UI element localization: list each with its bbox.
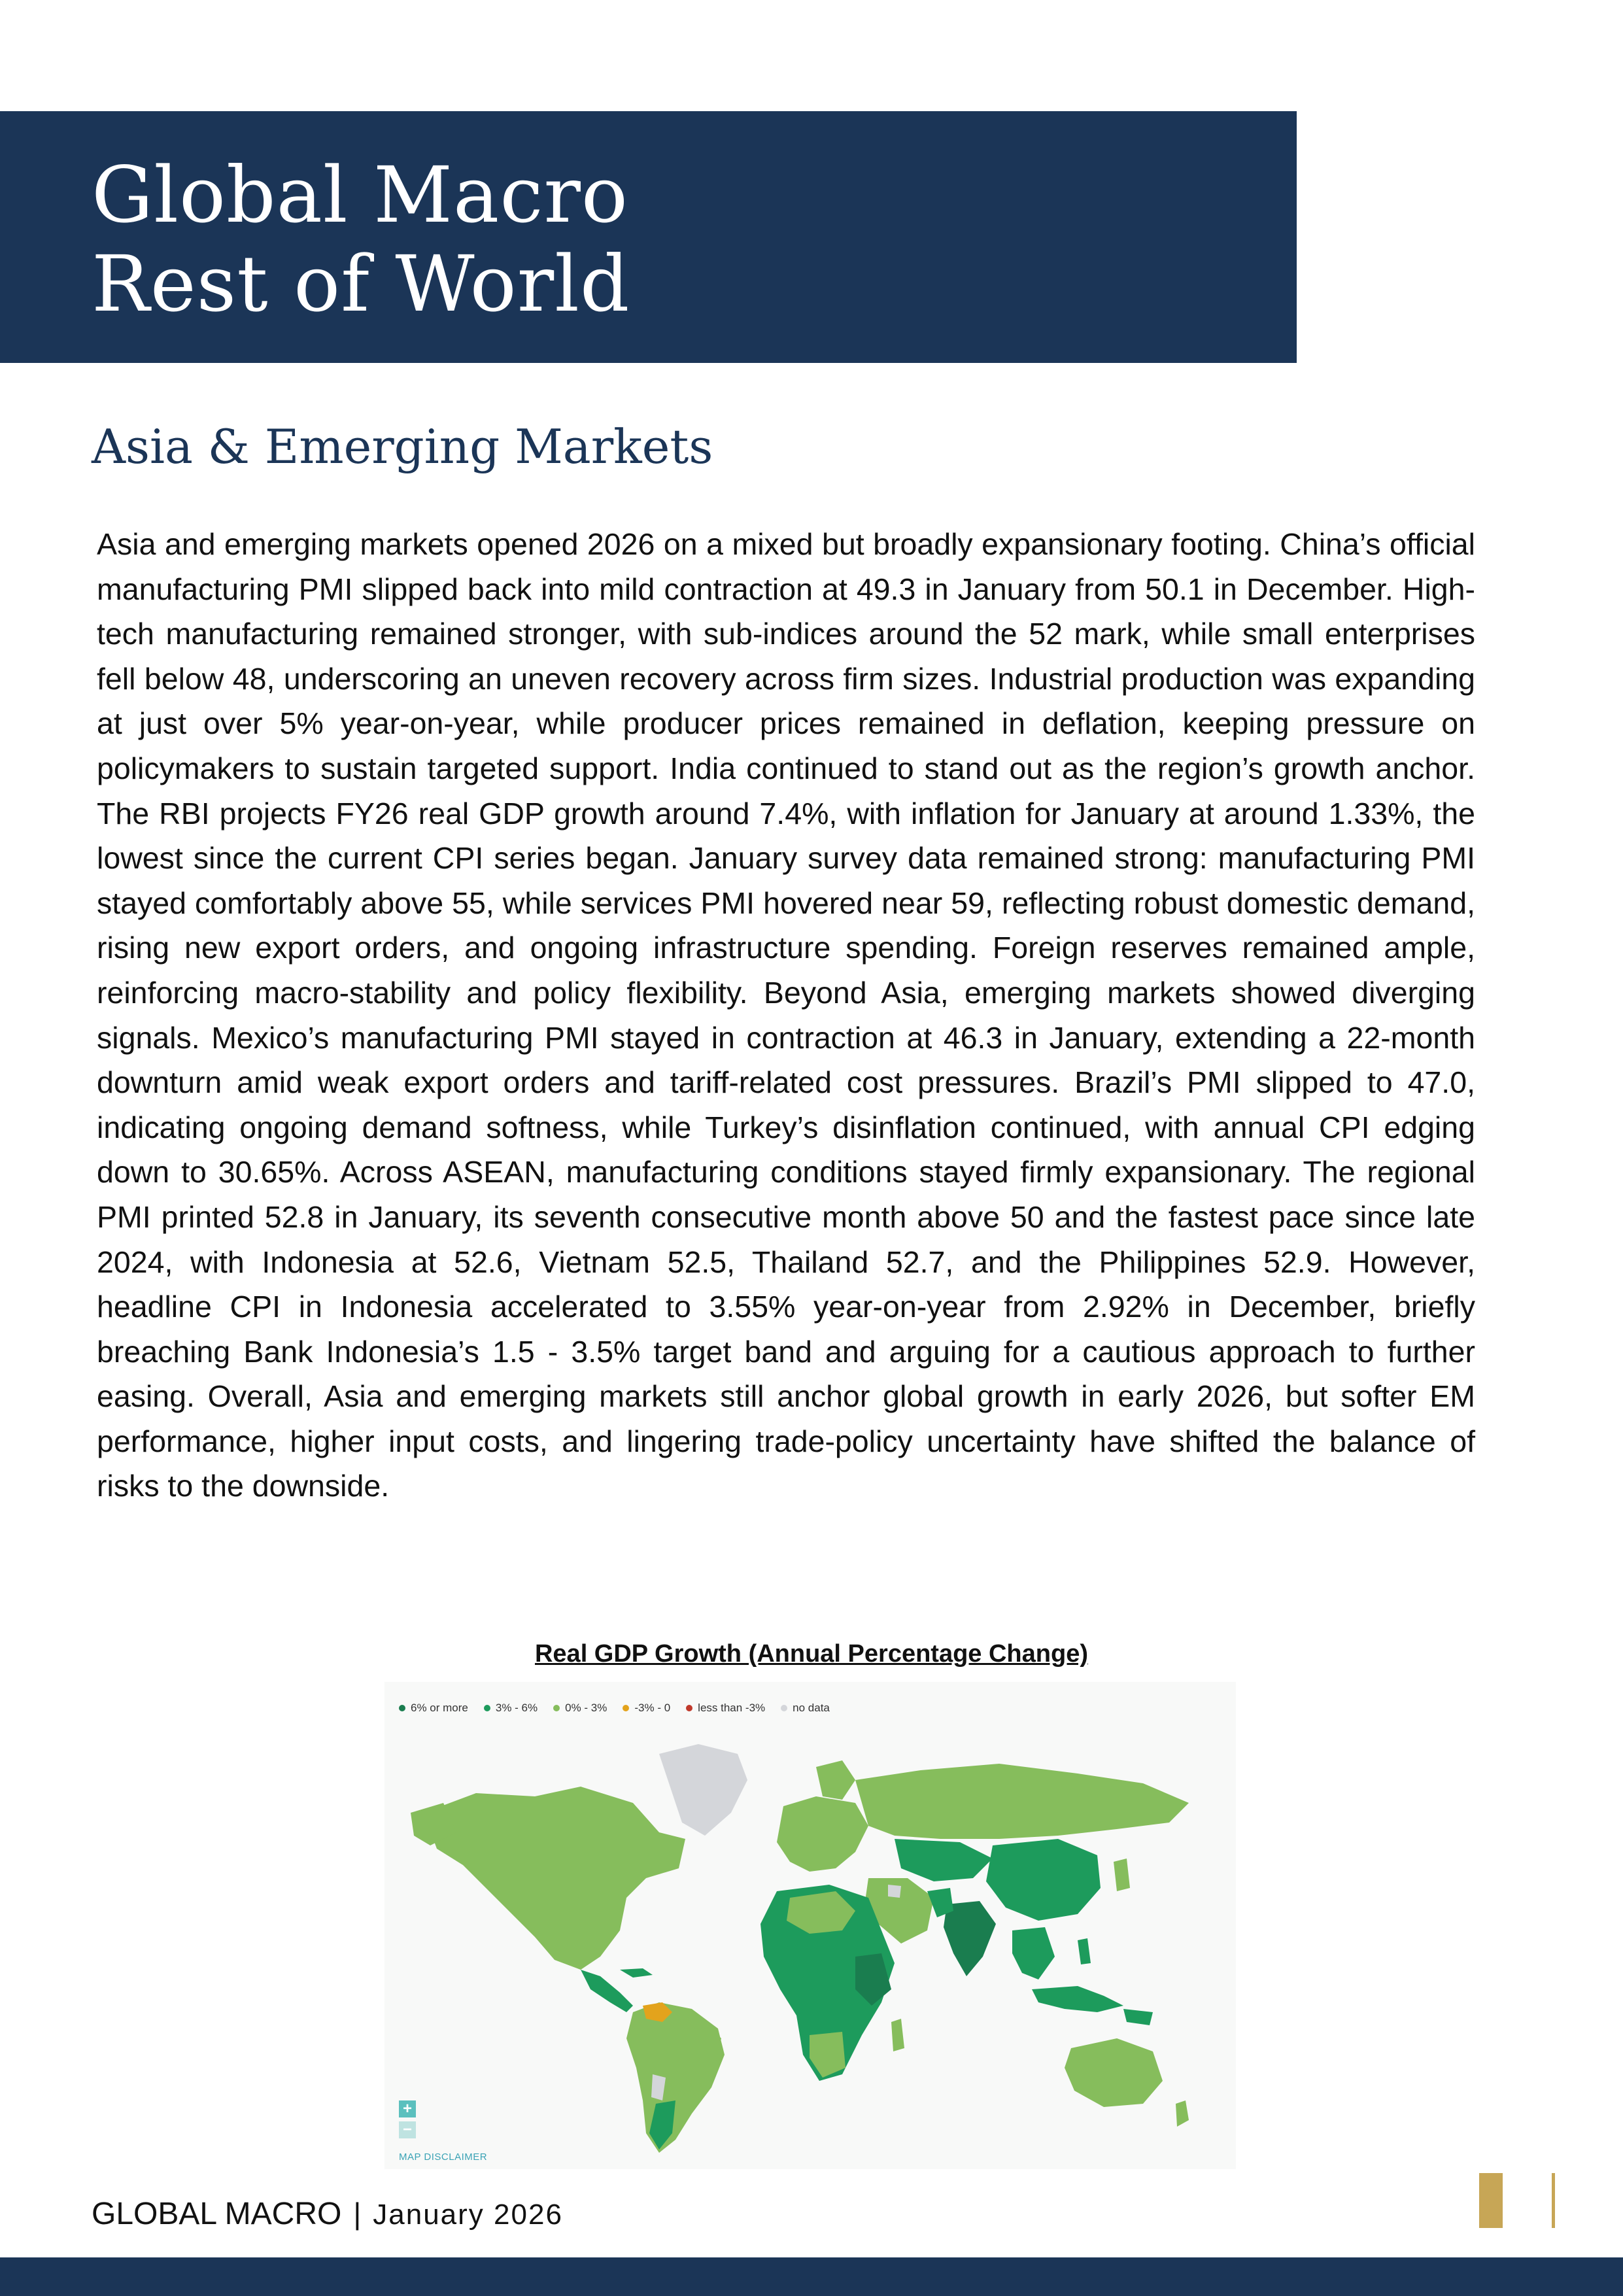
- legend-item: [553, 1702, 607, 1715]
- legend-item: [781, 1702, 830, 1715]
- legend-item: [686, 1702, 765, 1715]
- legend-dot: [686, 1705, 692, 1711]
- legend-item: [484, 1702, 538, 1715]
- region-png: [1123, 2009, 1153, 2025]
- legend-label: 0% - 3%: [565, 1702, 607, 1714]
- legend-label: -3% - 0: [634, 1702, 671, 1714]
- title-banner: [0, 111, 1297, 363]
- page-marker-line: [1552, 2173, 1555, 2228]
- footer: [92, 2196, 563, 2232]
- region-china: [986, 1839, 1101, 1921]
- zoom-in-button[interactable]: +: [399, 2100, 416, 2117]
- world-map-graphic: [384, 1682, 1236, 2169]
- map-zoom-controls: [399, 2100, 416, 2142]
- region-madagascar: [891, 2019, 904, 2051]
- section-body-text: Asia and emerging markets opened 2026 on a mixed but broadly expansionary footing. China’s official manufacturing PMI slipped back into mild contraction at 49.3 in January from 50.1 in December. High-tech manufacturing remained stronger, with sub-indices around the 52 mark, while small enterprises fell below 48, underscoring an uneven recovery across firm sizes. Industrial production was expanding at just over 5% year-on-year, while producer prices remained in deflation, keeping pressure on policymakers to sustain targeted support. India continued to stand out as the region’s growth anchor. The RBI projects FY26 real GDP growth around 7.4%, with inflation for January at around 1.33%, the lowest since the current CPI series began. January survey data remained strong: manufacturing PMI stayed comfortably above 55, while services PMI hovered near 59, reflecting robust domestic demand, rising new export orders, and ongoing infrastructure spending. Foreign reserves remained ample, reinforcing macro-stability and policy flexibility. Beyond Asia, emerging markets showed diverging signals. Mexico’s manufacturing PMI stayed in contraction at 46.3 in January, extending a 22-month downturn amid weak export orders and tariff-related cost pressures. Brazil’s PMI slipped to 47.0, indicating ongoing demand softness, while Turkey’s disinflation continued, with annual CPI edging down to 30.65%. Across ASEAN, manufacturing conditions stayed firmly expansionary. The regional PMI printed 52.8 in January, its seventh consecutive month above 50 and the fastest pace since late 2024, with Indonesia at 52.6, Vietnam 52.5, Thailand 52.7, and the Philippines 52.9. However, headline CPI in Indonesia accelerated to 3.55% year-on-year from 2.92% in December, briefly breaching Bank Indonesia’s 1.5 - 3.5% target band and arguing for a cautious approach to further easing. Overall, Asia and emerging markets still anchor global growth in early 2026, but softer EM performance, higher input costs, and lingering trade-policy uncertainty have shifted the balance of risks to the downside.: [97, 527, 1475, 1503]
- legend-item: [399, 1702, 468, 1715]
- legend-dot: [623, 1705, 629, 1711]
- report-title: [92, 150, 630, 328]
- footer-separator: |: [353, 2197, 362, 2231]
- region-north-america: [424, 1787, 685, 1970]
- footer-bar: [0, 2257, 1623, 2296]
- title-line-2: Rest of World: [92, 239, 630, 329]
- region-new-zealand: [1176, 2100, 1189, 2127]
- legend-dot: [781, 1705, 787, 1711]
- legend-dot: [553, 1705, 560, 1711]
- map-disclaimer-link[interactable]: MAP DISCLAIMER: [399, 2151, 488, 2163]
- footer-date: January 2026: [373, 2199, 563, 2231]
- region-central-america: [581, 1970, 633, 2012]
- map-legend: [399, 1702, 830, 1715]
- section-heading: Asia & Emerging Markets: [92, 419, 713, 474]
- region-no-data-me: [888, 1885, 901, 1898]
- region-greenland: [659, 1744, 747, 1836]
- legend-label: 6% or more: [411, 1702, 468, 1714]
- region-central-asia: [895, 1839, 993, 1881]
- region-caribbean: [620, 1968, 653, 1978]
- footer-brand: GLOBAL MACRO: [92, 2197, 342, 2231]
- legend-dot: [399, 1705, 405, 1711]
- region-russia: [855, 1764, 1189, 1839]
- legend-label: no data: [793, 1702, 830, 1714]
- region-japan: [1114, 1859, 1130, 1891]
- region-philippines: [1078, 1938, 1091, 1964]
- legend-label: less than -3%: [698, 1702, 766, 1714]
- region-southeast-asia: [1012, 1927, 1055, 1979]
- legend-label: 3% - 6%: [495, 1702, 538, 1714]
- zoom-out-button[interactable]: −: [399, 2121, 416, 2138]
- region-europe: [777, 1796, 868, 1872]
- map-title: Real GDP Growth (Annual Percentage Change): [534, 1640, 1088, 1668]
- legend-item: [623, 1702, 670, 1715]
- title-line-1: Global Macro: [92, 150, 628, 240]
- page-marker-block: [1479, 2173, 1503, 2228]
- world-gdp-map: [384, 1682, 1236, 2169]
- legend-dot: [484, 1705, 490, 1711]
- region-india: [944, 1901, 996, 1976]
- region-scandinavia: [816, 1760, 855, 1800]
- region-indonesia: [1032, 1986, 1123, 2012]
- region-australia: [1065, 2038, 1163, 2107]
